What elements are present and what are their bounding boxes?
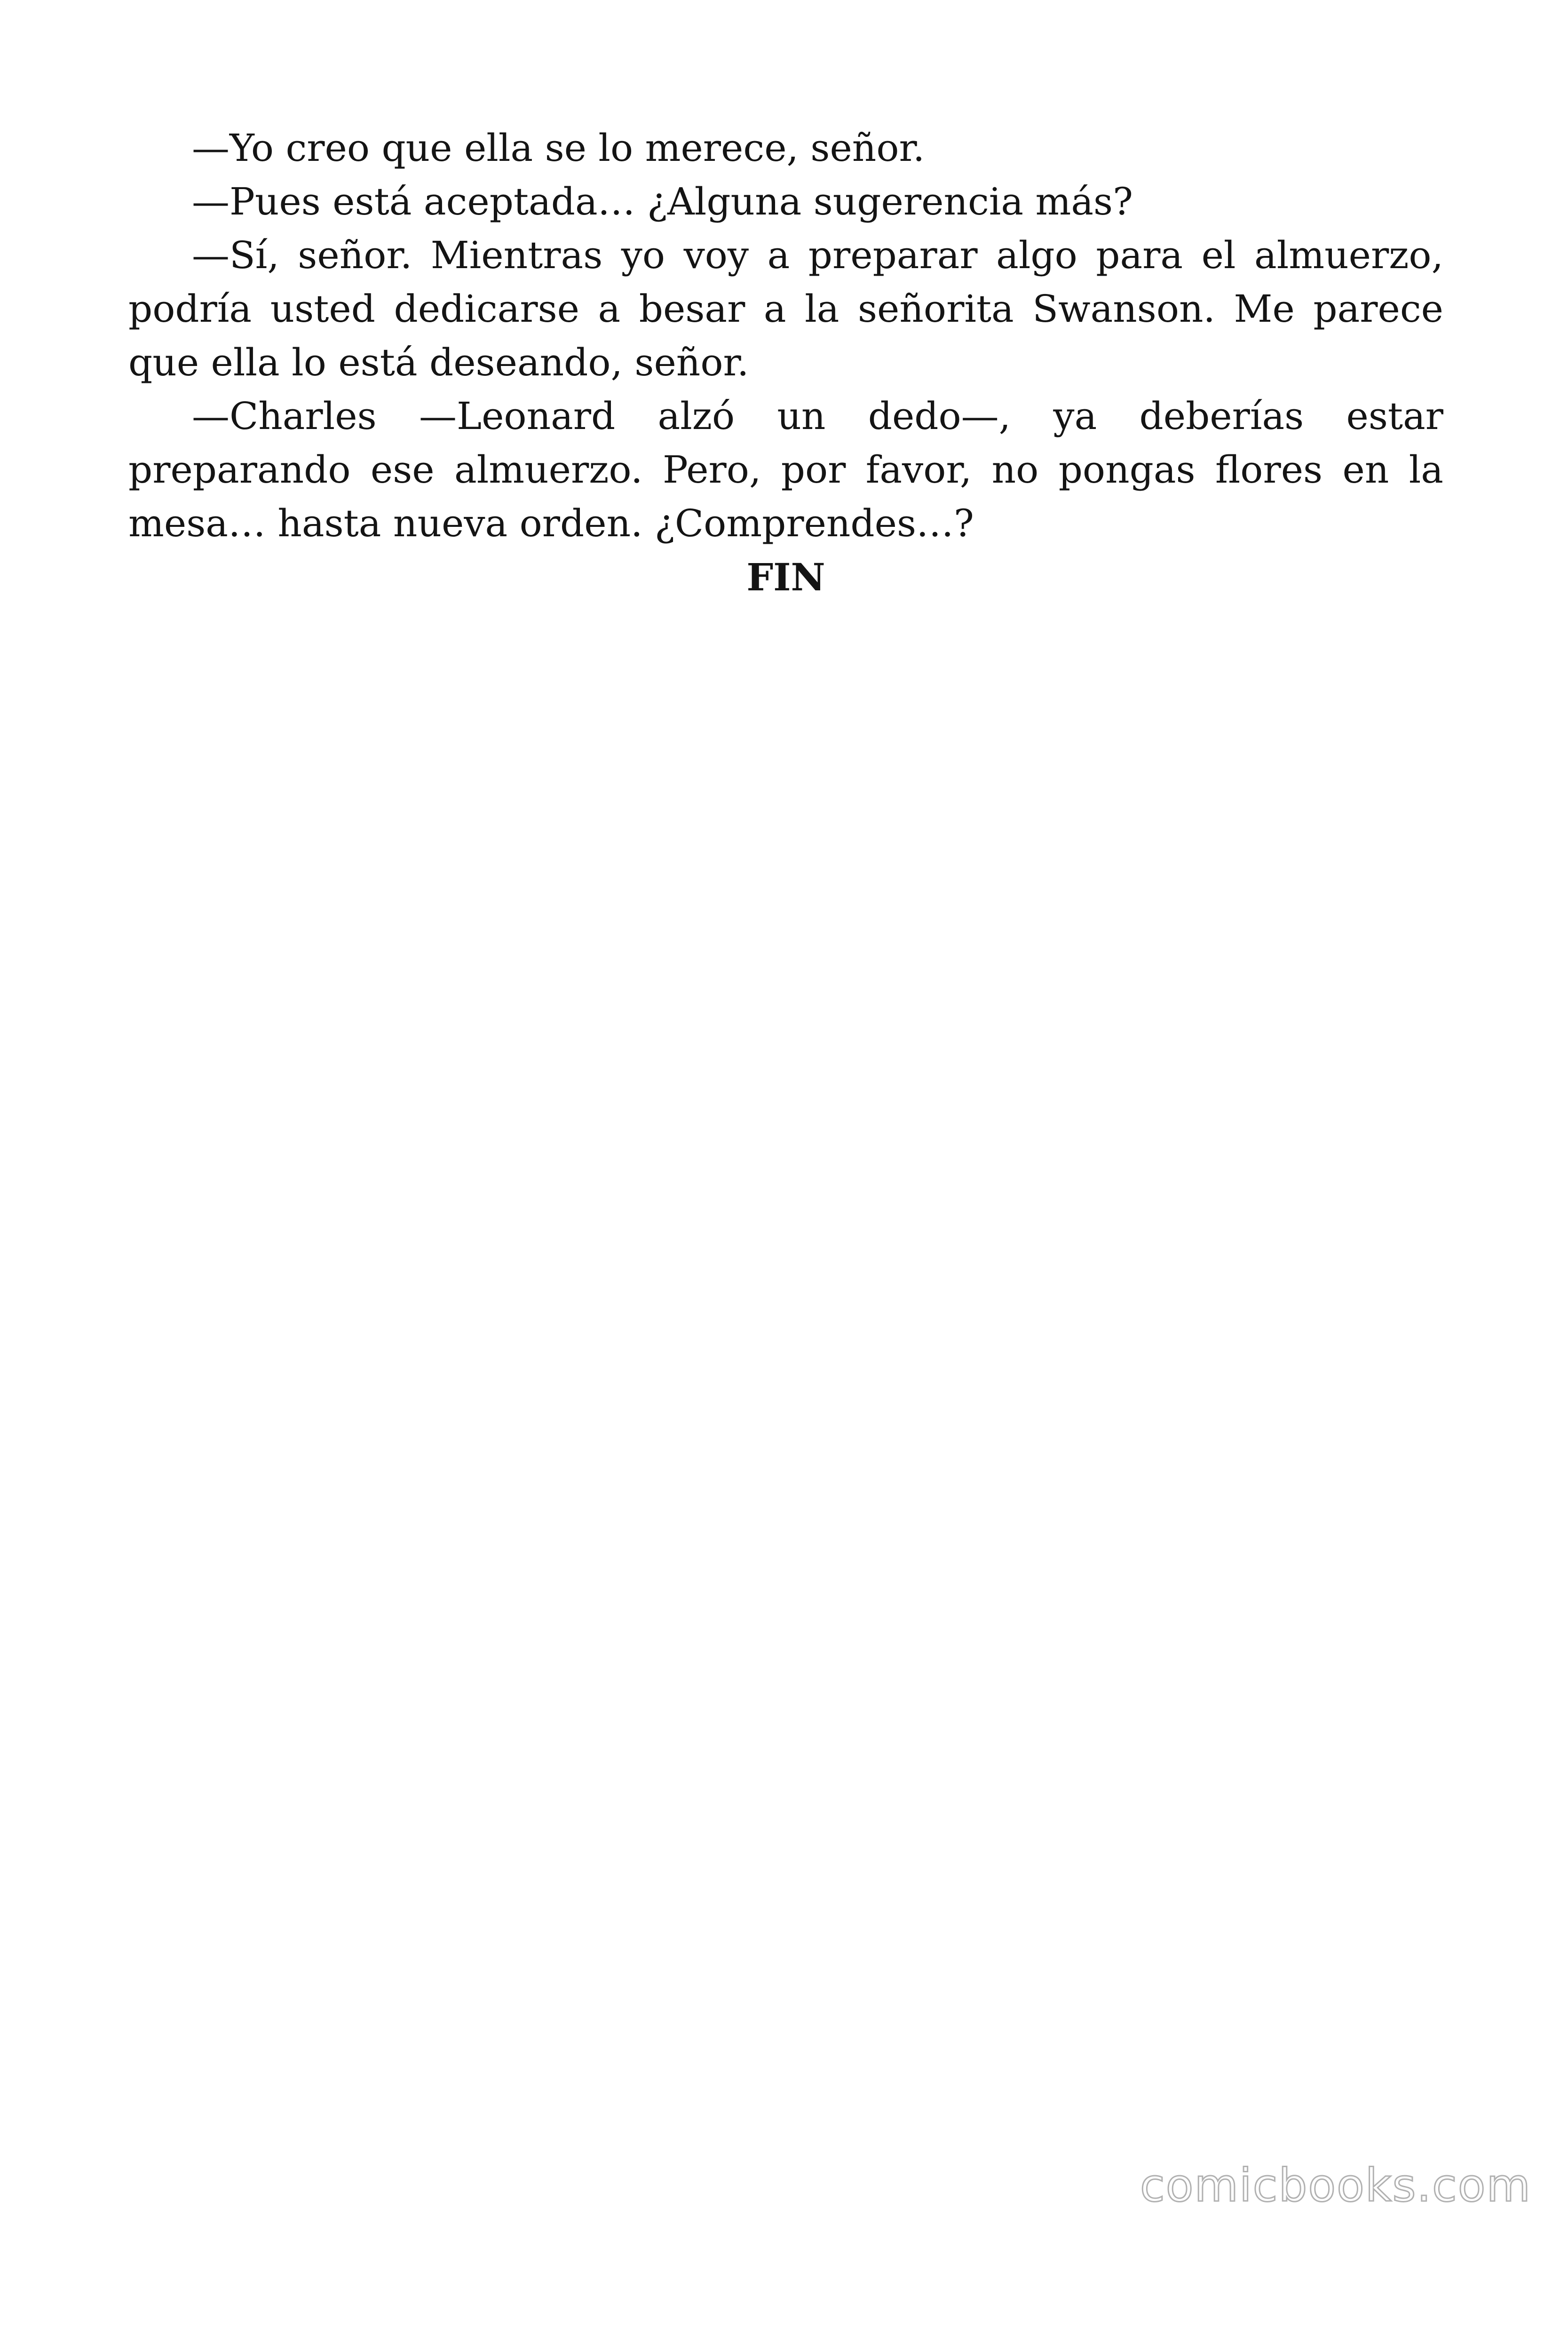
- paragraph-1: —Yo creo que ella se lo merece, señor.: [192, 126, 925, 170]
- paragraph-3: —Sí, señor. Mientras yo voy a preparar algo para el almuerzo, podría usted dedicarse a besar a la señorita Swanson. Me parece que ella lo está deseando, señor.: [128, 233, 1443, 384]
- paragraph-4: —Charles —Leonard alzó un dedo—, ya deberías estar preparando ese almuerzo. Pero, por favor, no pongas flores en la mesa… hasta nueva orden. ¿Comprendes…?: [128, 394, 1443, 545]
- end-mark: FIN: [746, 555, 825, 599]
- paragraph-2: —Pues está aceptada… ¿Alguna sugerencia más?: [192, 180, 1133, 223]
- body-text: [128, 121, 1443, 604]
- watermark-text: comicbooks.com: [1140, 2159, 1531, 2212]
